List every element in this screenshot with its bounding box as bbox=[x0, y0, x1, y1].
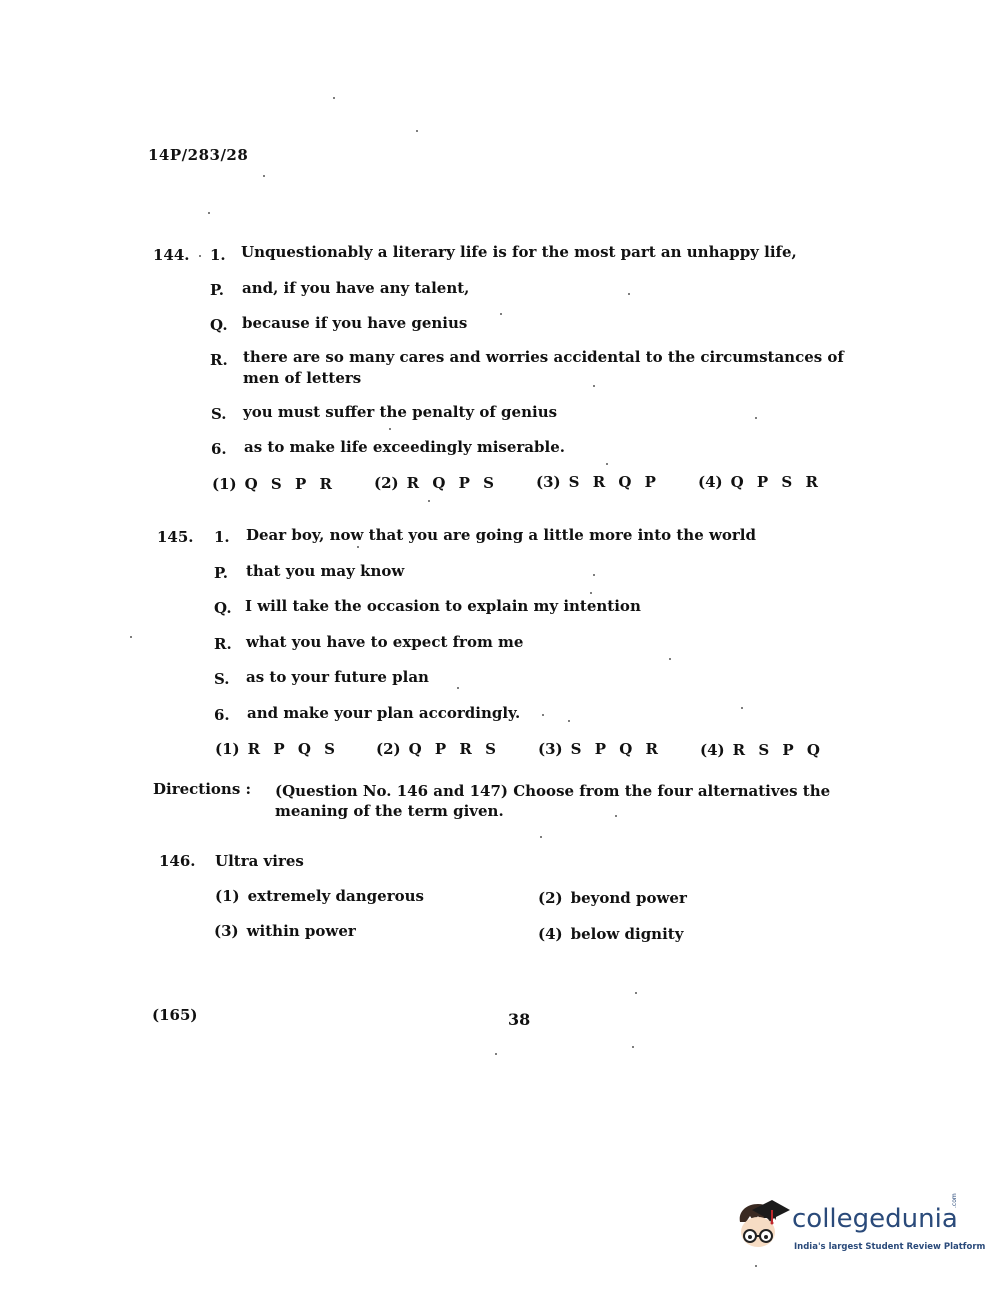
option-value: R S P Q bbox=[732, 741, 824, 759]
option-2[interactable] bbox=[538, 889, 687, 907]
sentence-label: 6. bbox=[214, 706, 230, 724]
sentence-label: Q. bbox=[214, 599, 232, 617]
scan-speck bbox=[593, 385, 595, 387]
logo-wordmark: collegedunia bbox=[792, 1204, 958, 1234]
scan-speck bbox=[755, 1265, 757, 1267]
option-label: (3) bbox=[214, 922, 239, 940]
sentence-text: what you have to expect from me bbox=[246, 633, 524, 651]
scan-speck bbox=[669, 658, 671, 660]
option-4[interactable] bbox=[698, 473, 822, 491]
scan-speck bbox=[568, 720, 570, 722]
question-term: Ultra vires bbox=[215, 852, 304, 870]
directions-label: Directions : bbox=[153, 780, 252, 798]
option-value: Q P S R bbox=[730, 473, 822, 491]
sentence-text: you must suffer the penalty of genius bbox=[243, 403, 558, 421]
paper-code: 14P/283/28 bbox=[148, 146, 249, 164]
option-2[interactable] bbox=[376, 740, 500, 758]
sentence-label: 6. bbox=[211, 440, 227, 458]
scan-speck bbox=[357, 546, 359, 548]
scan-speck bbox=[540, 836, 542, 838]
option-value: within power bbox=[246, 922, 356, 940]
option-label: (3) bbox=[536, 473, 561, 491]
option-3[interactable] bbox=[214, 922, 356, 940]
scan-speck bbox=[130, 636, 132, 638]
sentence-text: that you may know bbox=[246, 562, 405, 580]
option-1[interactable] bbox=[215, 740, 339, 758]
logo-domain: .com bbox=[951, 1193, 958, 1208]
sentence-text: I will take the occasion to explain my intention bbox=[245, 597, 641, 615]
collegedunia-logo bbox=[734, 1193, 986, 1260]
scan-speck bbox=[389, 428, 391, 430]
option-3[interactable] bbox=[536, 473, 660, 491]
scan-speck bbox=[628, 293, 630, 295]
page-number: 38 bbox=[508, 1010, 531, 1029]
sentence-text: Unquestionably a literary life is for the most part an unhappy life, bbox=[241, 243, 797, 261]
option-value: below dignity bbox=[570, 925, 684, 943]
option-value: S R Q P bbox=[568, 473, 660, 491]
scan-speck bbox=[593, 574, 595, 576]
option-label: (4) bbox=[698, 473, 723, 491]
sentence-text: and make your plan accordingly. bbox=[247, 704, 521, 722]
option-value: S P Q R bbox=[570, 740, 662, 758]
option-4[interactable] bbox=[538, 925, 683, 943]
scan-speck bbox=[632, 1046, 634, 1048]
option-3[interactable] bbox=[538, 740, 662, 758]
scan-speck bbox=[590, 592, 592, 594]
sentence-label: P. bbox=[214, 564, 229, 582]
directions-text: (Question No. 146 and 147) Choose from the four alternatives the meaning of the term given. bbox=[275, 782, 831, 820]
sentence-text: as to make life exceedingly miserable. bbox=[244, 438, 565, 456]
scan-speck bbox=[428, 500, 430, 502]
option-label: (2) bbox=[374, 474, 399, 492]
scan-speck bbox=[615, 815, 617, 817]
option-label: (2) bbox=[538, 889, 563, 907]
footer-code: (165) bbox=[152, 1006, 198, 1024]
sentence-text: there are so many cares and worries accidental to the circumstances of men of letters bbox=[243, 348, 844, 387]
sentence-label: S. bbox=[211, 405, 227, 423]
sentence-label: R. bbox=[214, 635, 232, 653]
mascot-icon bbox=[734, 1196, 792, 1260]
option-value: Q P R S bbox=[408, 740, 500, 758]
option-value: R P Q S bbox=[247, 740, 339, 758]
scan-speck bbox=[263, 175, 265, 177]
sentence-label: P. bbox=[210, 281, 225, 299]
question-number: 145. bbox=[157, 528, 194, 546]
option-4[interactable] bbox=[700, 741, 824, 759]
sentence-text: and, if you have any talent, bbox=[242, 279, 470, 297]
scan-speck bbox=[457, 687, 459, 689]
option-value: R Q P S bbox=[406, 474, 498, 492]
option-value: extremely dangerous bbox=[247, 887, 424, 905]
option-2[interactable] bbox=[374, 474, 498, 492]
scan-speck bbox=[500, 313, 502, 315]
option-label: (1) bbox=[215, 740, 240, 758]
option-label: (4) bbox=[538, 925, 563, 943]
sentence-label: R. bbox=[210, 351, 228, 369]
scan-speck bbox=[199, 255, 201, 257]
option-1[interactable] bbox=[215, 887, 424, 905]
scan-speck bbox=[416, 130, 418, 132]
logo-tagline: India's largest Student Review Platform bbox=[794, 1242, 986, 1252]
sentence-text: because if you have genius bbox=[242, 314, 468, 332]
option-1[interactable] bbox=[212, 475, 336, 493]
scan-speck bbox=[606, 463, 608, 465]
scan-speck bbox=[495, 1053, 497, 1055]
scan-speck bbox=[755, 417, 757, 419]
option-label: (1) bbox=[212, 475, 237, 493]
sentence-label: 1. bbox=[214, 528, 230, 546]
sentence-label: S. bbox=[214, 670, 230, 688]
question-number: 144. bbox=[153, 246, 190, 264]
option-value: Q S P R bbox=[244, 475, 336, 493]
option-label: (1) bbox=[215, 887, 240, 905]
option-label: (4) bbox=[700, 741, 725, 759]
scan-speck bbox=[208, 212, 210, 214]
option-value: beyond power bbox=[570, 889, 687, 907]
sentence-text: as to your future plan bbox=[246, 668, 429, 686]
scan-speck bbox=[333, 97, 335, 99]
option-label: (2) bbox=[376, 740, 401, 758]
question-number: 146. bbox=[159, 852, 196, 870]
sentence-label: 1. bbox=[210, 246, 226, 264]
sentence-text: Dear boy, now that you are going a little more into the world bbox=[246, 526, 756, 544]
sentence-label: Q. bbox=[210, 316, 228, 334]
scan-speck bbox=[635, 992, 637, 994]
option-label: (3) bbox=[538, 740, 563, 758]
scan-speck bbox=[542, 714, 544, 716]
scan-speck bbox=[741, 707, 743, 709]
